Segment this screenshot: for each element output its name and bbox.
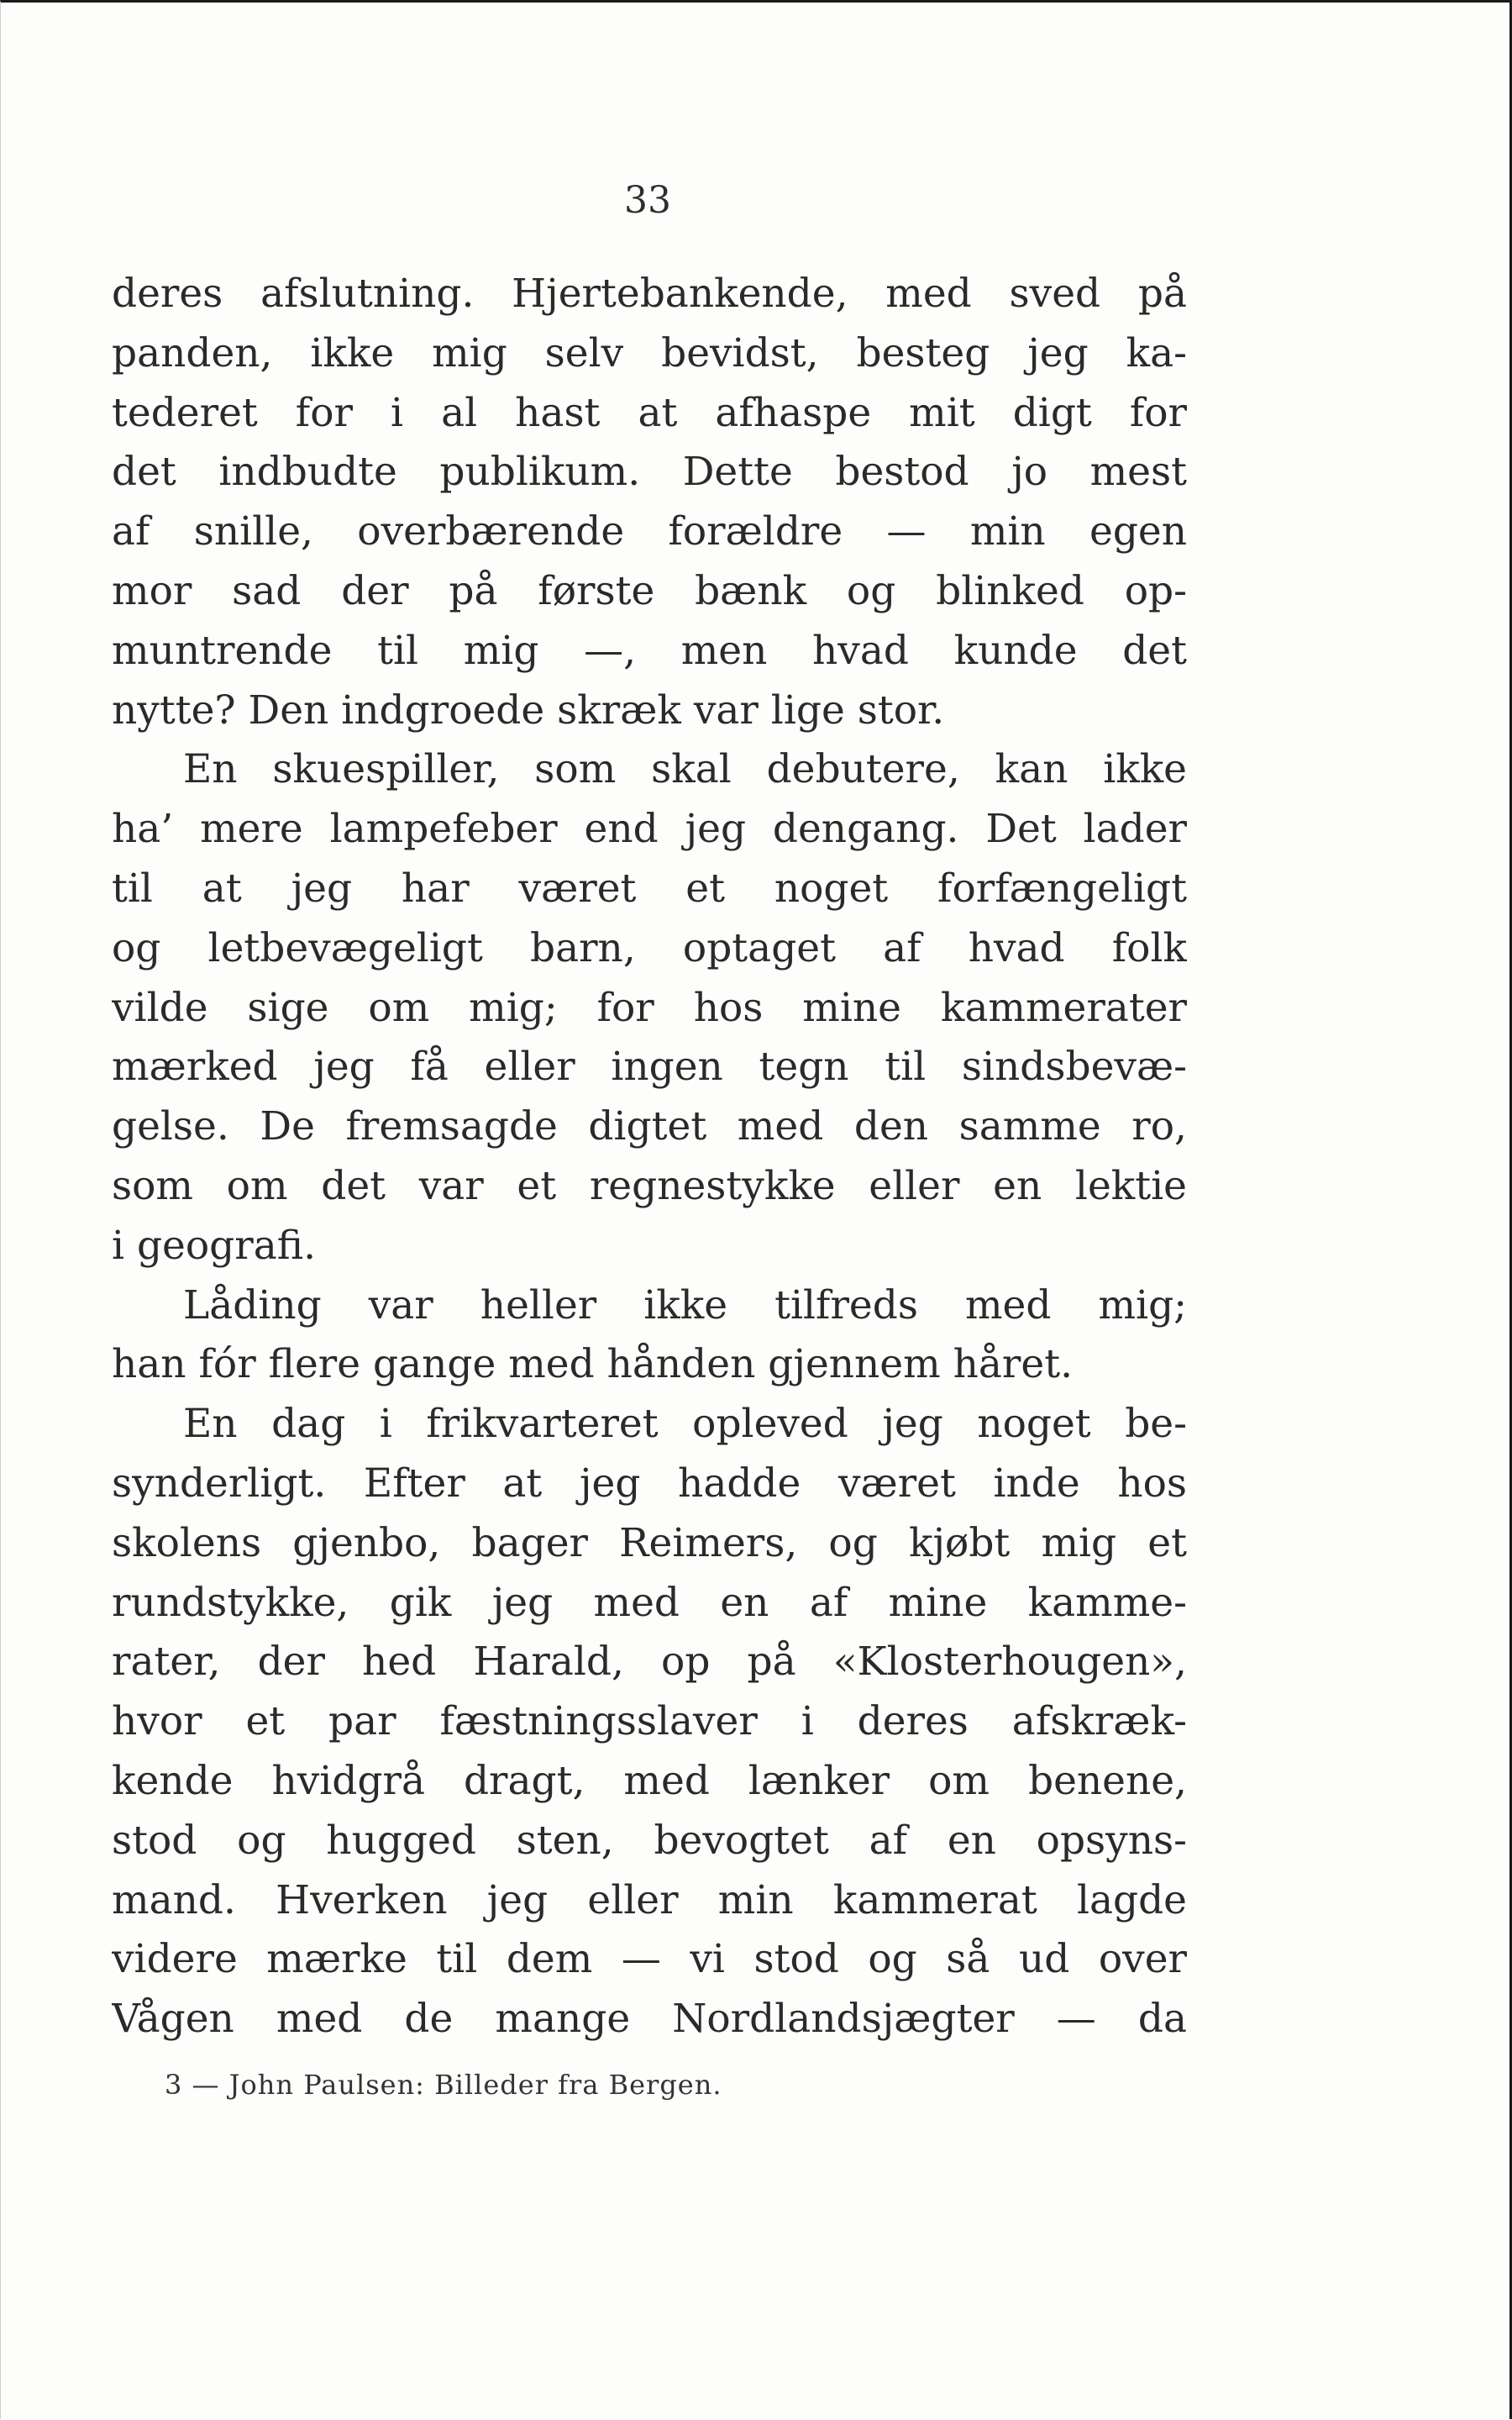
text-line: ha’ mere lampefeber end jeg dengang. Det lader xyxy=(112,806,1187,853)
text-line: muntrende til mig —, men hvad kunde det xyxy=(112,627,1187,674)
text-line: af snille, overbærende forældre — min egen xyxy=(112,508,1187,555)
text-line: i geografi. xyxy=(112,1222,317,1269)
text-line: nytte? Den indgroede skræk var lige stor. xyxy=(112,687,945,734)
body-text xyxy=(112,265,1187,2049)
text-line: En dag i frikvarteret opleved jeg noget be- xyxy=(183,1401,1187,1448)
text-line: gelse. De fremsagde digtet med den samme ro, xyxy=(112,1103,1187,1150)
text-line: stod og hugged sten, bevogtet af en opsyns- xyxy=(112,1817,1187,1864)
text-line: synderligt. Efter at jeg hadde været inde hos xyxy=(112,1460,1187,1507)
text-line: Vågen med de mange Nordlandsjægter — da xyxy=(112,1996,1187,2043)
text-line: En skuespiller, som skal debutere, kan ikke xyxy=(183,746,1187,793)
text-line: han fór flere gange med hånden gjennem håret. xyxy=(112,1341,1074,1388)
text-line: kende hvidgrå dragt, med lænker om benene, xyxy=(112,1757,1187,1804)
text-line: det indbudte publikum. Dette bestod jo mest xyxy=(112,449,1187,496)
text-line: hvor et par fæstningsslaver i deres afskræk- xyxy=(112,1698,1187,1745)
text-line: deres afslutning. Hjertebankende, med sved på xyxy=(112,271,1187,317)
text-line: mor sad der på første bænk og blinked op- xyxy=(112,567,1187,614)
text-line: Låding var heller ikke tilfreds med mig; xyxy=(183,1281,1187,1328)
text-line: panden, ikke mig selv bevidst, besteg jeg ka- xyxy=(112,329,1187,376)
text-line: videre mærke til dem — vi stod og så ud over xyxy=(112,1936,1187,1983)
text-line: mærked jeg få eller ingen tegn til sindsbevæ- xyxy=(112,1044,1187,1091)
text-line: til at jeg har været et noget forfængeligt xyxy=(112,865,1187,912)
text-line: vilde sige om mig; for hos mine kammerater xyxy=(112,984,1187,1031)
text-line: mand. Hverken jeg eller min kammerat lagde xyxy=(112,1876,1187,1923)
text-line: og letbevægeligt barn, optaget af hvad folk xyxy=(112,924,1187,971)
text-line: tederet for i al hast at afhaspe mit digt for xyxy=(112,389,1187,436)
page-number: 33 xyxy=(624,179,671,222)
text-line: rater, der hed Harald, op på «Klosterhougen», xyxy=(112,1639,1187,1686)
text-line: skolens gjenbo, bager Reimers, og kjøbt mig et xyxy=(112,1519,1187,1566)
text-line: som om det var et regnestykke eller en lektie xyxy=(112,1162,1187,1209)
footer-signature: 3 — John Paulsen: Billeder fra Bergen. xyxy=(165,2069,722,2101)
text-line: rundstykke, gik jeg med en af mine kamme- xyxy=(112,1579,1187,1626)
